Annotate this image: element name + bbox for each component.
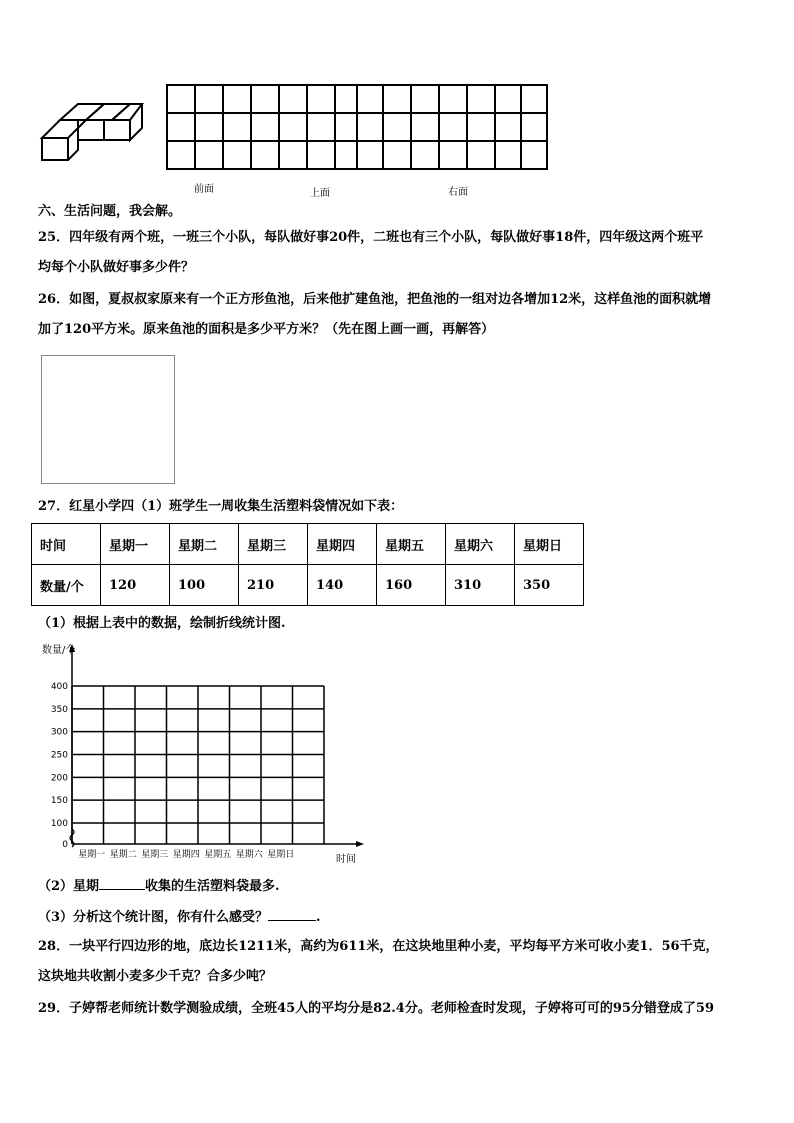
table-header-label: 时间 [32,524,101,565]
q28-line2: 这块地共收割小麦多少千克？合多少吨？ [38,969,273,984]
q25-line1: 25．四年级有两个班，一班三个小队，每队做好事20件，二班也有三个小队，每队做好事18件，四年级这两个班平 [38,230,704,245]
table-cell: 310 [446,565,515,606]
table-cell: 120 [101,565,170,606]
x-tick-label: 星期五 [204,850,232,860]
table-row-label: 数量/个 [32,565,101,606]
cube-figure [38,100,148,166]
x-tick-label: 星期四 [172,850,200,860]
q27-sub3-suffix: . [316,910,321,925]
table-cell: 星期二 [170,524,239,565]
table-cell: 140 [308,565,377,606]
table-cell: 星期六 [446,524,515,565]
view-label-top: 上面 [310,188,330,199]
table-cell: 210 [239,565,308,606]
q29-line1: 29．子婷帮老师统计数学测验成绩，全班45人的平均分是82.4分。老师检查时发现，子婷将可可的95分错登成了59 [38,1001,715,1016]
q27-sub2-suffix: 收集的生活塑料袋最多. [145,879,280,894]
table-cell: 350 [515,565,584,606]
q27-intro: 27．红星小学四（1）班学生一周收集生活塑料袋情况如下表： [38,499,404,514]
q26-line1: 26．如图，夏叔叔家原来有一个正方形鱼池，后来他扩建鱼池，把鱼池的一组对边各增加12米，这样鱼池的面积就增 [38,292,712,307]
answer-blank[interactable] [268,906,316,921]
q25-line2: 均每个小队做好事多少件？ [38,260,195,275]
x-axis-title: 时间 [336,854,356,865]
y-tick-label: 200 [50,773,68,784]
table-cell: 160 [377,565,446,606]
q27-sub3-prefix: （3）分析这个统计图，你有什么感受？ [38,910,269,925]
views-grid [165,83,549,171]
x-axis-arrow [356,841,364,847]
table-row [32,565,584,606]
table-row [32,524,584,565]
table-cell: 星期四 [308,524,377,565]
q26-line2: 加了120平方米。原来鱼池的面积是多少平方米？（先在图上画一画，再解答） [38,322,495,337]
y-tick-label: 400 [50,682,68,692]
q27-sub1: （1）根据上表中的数据，绘制折线统计图. [38,616,286,631]
q27-sub3 [38,906,321,927]
line-chart [30,640,370,870]
bags-table [31,523,584,606]
view-label-front: 前面 [194,184,214,195]
section-heading: 六、生活问题，我会解。 [38,204,182,219]
x-tick-label: 星期日 [267,850,295,860]
table-cell: 星期三 [239,524,308,565]
y-tick-label: 300 [50,727,68,738]
q27-sub2 [38,875,280,896]
q27-sub2-prefix: （2）星期 [38,879,100,894]
table-cell: 100 [170,565,239,606]
q28-line1: 28．一块平行四边形的地，底边长1211米，高约为611米，在这块地里种小麦，平均每平方米可收小麦1．56千克， [38,939,719,954]
y-tick-label: 100 [50,819,68,829]
answer-blank[interactable] [99,875,145,890]
y-tick-label: 0 [62,840,68,850]
y-axis-title: 数量/个 [42,645,76,656]
x-tick-label: 星期六 [235,850,263,860]
y-tick-label: 350 [50,704,68,715]
table-cell: 星期一 [101,524,170,565]
y-tick-label: 250 [50,750,68,761]
view-label-right: 右面 [448,187,468,198]
pond-square [41,355,175,484]
x-tick-label: 星期三 [141,850,169,860]
y-tick-label: 150 [50,796,68,807]
x-tick-label: 星期一 [78,850,106,860]
x-tick-label: 星期二 [109,850,137,860]
table-cell: 星期五 [377,524,446,565]
table-cell: 星期日 [515,524,584,565]
